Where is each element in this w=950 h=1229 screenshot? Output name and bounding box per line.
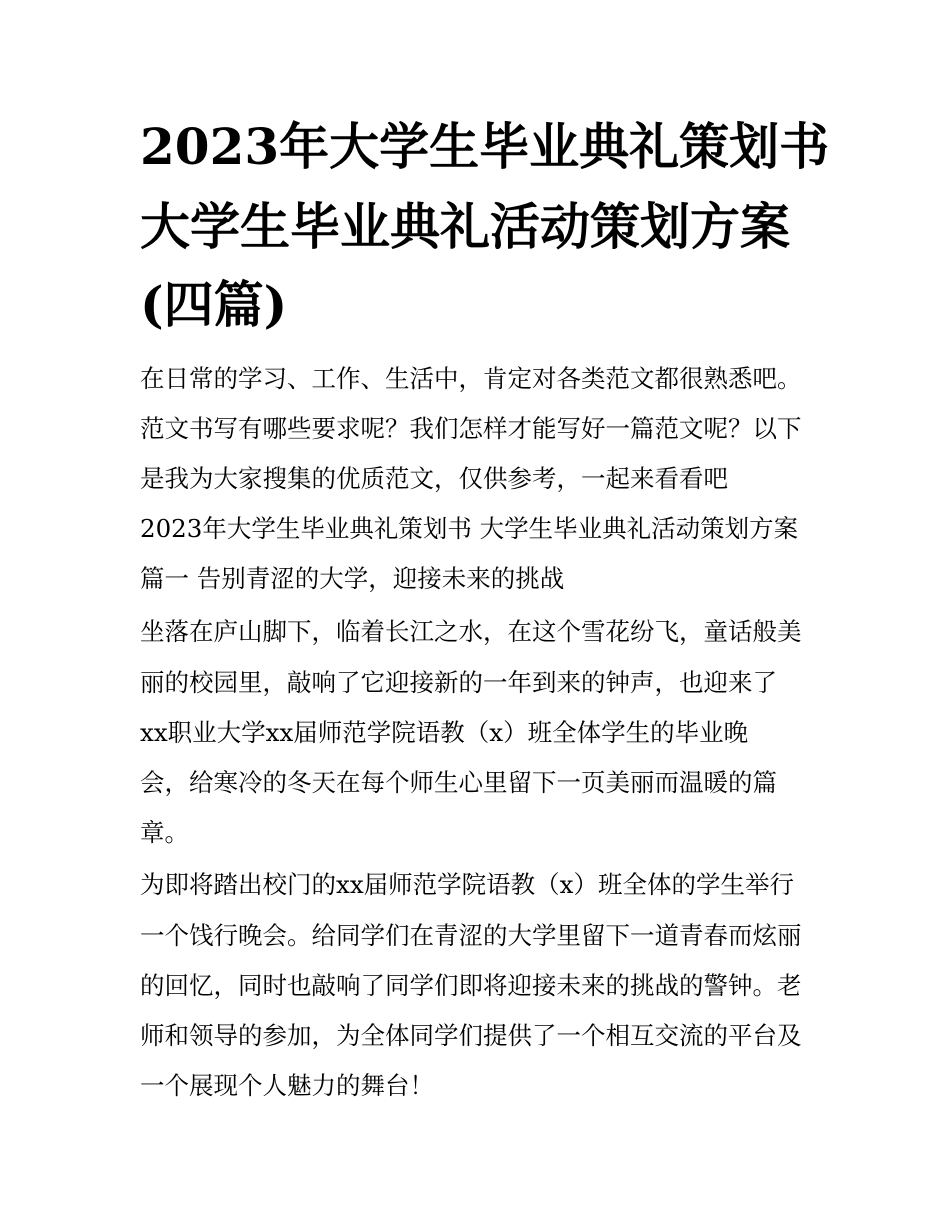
document-title-line-1: 2023年大学生毕业典礼策划书 (140, 117, 830, 176)
paragraph-line: 的回忆，同时也敲响了同学们即将迎接未来的挑战的警钟。老 (140, 971, 802, 1000)
document-title-line-3: (四篇) (140, 275, 288, 334)
paragraph-line: 章。 (140, 818, 189, 847)
paragraph-line: 是我为大家搜集的优质范文，仅供参考，一起来看看吧 (140, 464, 728, 493)
paragraph-line: 一个展现个人魅力的舞台！ (140, 1071, 434, 1100)
paragraph-line: xx职业大学xx届师范学院语教（x）班全体学生的毕业晚 (140, 718, 749, 747)
paragraph-line: 坐落在庐山脚下，临着长江之水，在这个雪花纷飞，童话般美 (140, 617, 802, 646)
paragraph-line: 为即将踏出校门的xx届师范学院语教（x）班全体的学生举行 (140, 870, 794, 899)
paragraph-line: 在日常的学习、工作、生活中，肯定对各类范文都很熟悉吧。 (140, 364, 802, 393)
section-heading-line: 2023年大学生毕业典礼策划书 大学生毕业典礼活动策划方案 (140, 514, 799, 543)
paragraph-line: 丽的校园里，敲响了它迎接新的一年到来的钟声，也迎来了 (140, 668, 777, 697)
paragraph-line: 范文书写有哪些要求呢？我们怎样才能写好一篇范文呢？以下 (140, 414, 802, 443)
document-title-line-2: 大学生毕业典礼活动策划方案 (140, 197, 790, 256)
paragraph-line: 会，给寒冷的冬天在每个师生心里留下一页美丽而温暖的篇 (140, 768, 777, 797)
paragraph-line: 一个饯行晚会。给同学们在青涩的大学里留下一道青春而炫丽 (140, 921, 802, 950)
section-heading-line: 篇一 告别青涩的大学，迎接未来的挑战 (140, 564, 565, 593)
paragraph-line: 师和领导的参加，为全体同学们提供了一个相互交流的平台及 (140, 1021, 802, 1050)
